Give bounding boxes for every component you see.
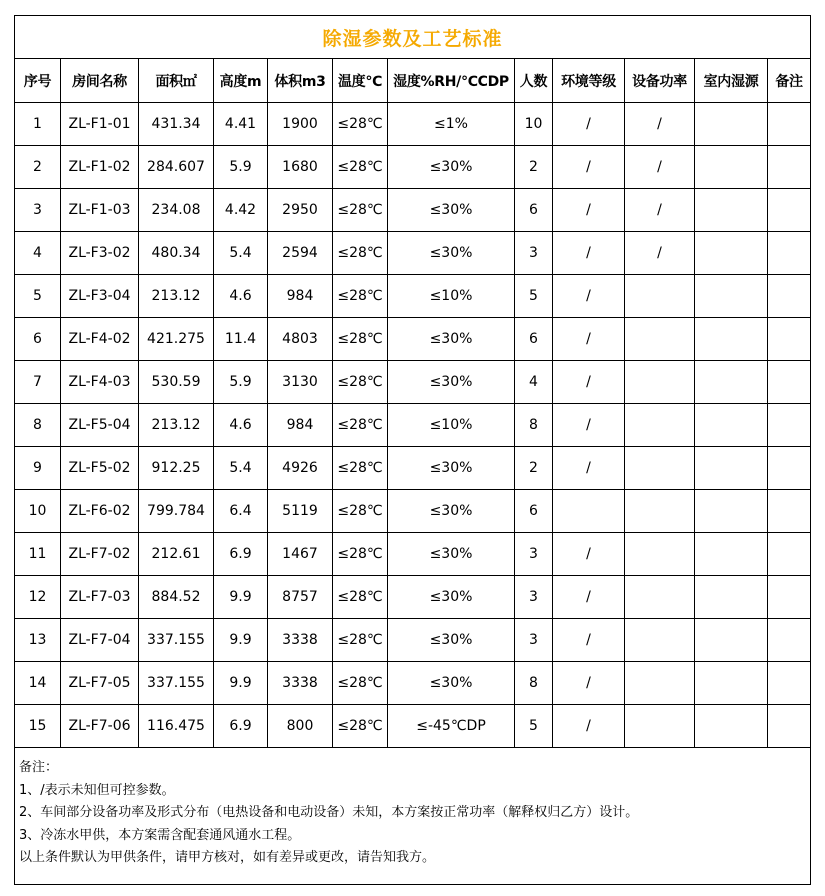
table-cell: 3338 xyxy=(268,662,333,705)
table-cell: 4 xyxy=(15,232,61,275)
table-cell: 337.155 xyxy=(139,662,214,705)
table-cell: / xyxy=(553,103,625,146)
table-row xyxy=(15,146,811,189)
table-row xyxy=(15,619,811,662)
note-line: 3、冷冻水甲供，本方案需含配套通风通水工程。 xyxy=(19,827,301,843)
table-cell xyxy=(768,662,811,705)
table-cell: ≤28℃ xyxy=(333,146,388,189)
table-cell: 9.9 xyxy=(214,619,268,662)
table-cell: / xyxy=(553,146,625,189)
table-cell: ≤28℃ xyxy=(333,533,388,576)
column-header: 环境等级 xyxy=(553,59,625,103)
table-cell xyxy=(695,576,768,619)
table-cell xyxy=(625,619,695,662)
table-cell: 1900 xyxy=(268,103,333,146)
table-row xyxy=(15,662,811,705)
table-cell xyxy=(625,662,695,705)
column-header: 人数 xyxy=(515,59,553,103)
table-cell: 15 xyxy=(15,705,61,748)
table-cell: 6.4 xyxy=(214,490,268,533)
table-cell xyxy=(768,619,811,662)
table-cell xyxy=(768,705,811,748)
table-cell: / xyxy=(625,189,695,232)
table-cell: 10 xyxy=(515,103,553,146)
table-cell xyxy=(695,361,768,404)
table-cell xyxy=(768,103,811,146)
table-cell: ≤28℃ xyxy=(333,361,388,404)
table-cell: 212.61 xyxy=(139,533,214,576)
table-cell: ≤30% xyxy=(388,619,515,662)
notes-heading: 备注： xyxy=(19,760,59,775)
table-cell xyxy=(625,275,695,318)
table-cell: 9 xyxy=(15,447,61,490)
table-cell: 5119 xyxy=(268,490,333,533)
table-cell: / xyxy=(553,533,625,576)
column-header: 设备功率 xyxy=(625,59,695,103)
column-header: 房间名称 xyxy=(61,59,139,103)
table-cell: 4.6 xyxy=(214,275,268,318)
table-cell: 284.607 xyxy=(139,146,214,189)
table-cell: 421.275 xyxy=(139,318,214,361)
table-cell: ≤28℃ xyxy=(333,404,388,447)
table-cell: 431.34 xyxy=(139,103,214,146)
table-cell xyxy=(695,146,768,189)
table-cell: ZL-F7-06 xyxy=(61,705,139,748)
table-cell: 2 xyxy=(15,146,61,189)
table-cell: ZL-F3-02 xyxy=(61,232,139,275)
table-cell: 5.4 xyxy=(214,232,268,275)
table-cell: / xyxy=(553,705,625,748)
table-cell: / xyxy=(553,361,625,404)
table-row xyxy=(15,361,811,404)
table-cell: 11.4 xyxy=(214,318,268,361)
table-cell: ≤30% xyxy=(388,361,515,404)
spreadsheet xyxy=(14,15,810,885)
table-cell: 5.4 xyxy=(214,447,268,490)
table-cell: ≤28℃ xyxy=(333,447,388,490)
table-cell: 4.42 xyxy=(214,189,268,232)
table-cell: ≤28℃ xyxy=(333,318,388,361)
table-cell: 6.9 xyxy=(214,533,268,576)
table-row xyxy=(15,447,811,490)
table-cell: 3 xyxy=(515,619,553,662)
column-header: 室内湿源 xyxy=(695,59,768,103)
table-cell: ZL-F6-02 xyxy=(61,490,139,533)
table-cell xyxy=(695,619,768,662)
table-cell: 9.9 xyxy=(214,576,268,619)
table-cell xyxy=(768,318,811,361)
table-cell: ≤30% xyxy=(388,189,515,232)
table-cell: 6 xyxy=(515,490,553,533)
table-body xyxy=(15,103,811,748)
table-cell: 3 xyxy=(515,576,553,619)
table-cell: 234.08 xyxy=(139,189,214,232)
table-cell xyxy=(768,447,811,490)
table-cell: ZL-F5-02 xyxy=(61,447,139,490)
header-row xyxy=(15,59,811,103)
table-cell xyxy=(695,232,768,275)
table-cell xyxy=(768,361,811,404)
table-cell: 8 xyxy=(15,404,61,447)
table-cell: 14 xyxy=(15,662,61,705)
table-title: 除湿参数及工艺标准 xyxy=(15,16,811,59)
table-cell: 6 xyxy=(515,189,553,232)
table-cell: ≤28℃ xyxy=(333,662,388,705)
table-cell: 11 xyxy=(15,533,61,576)
table-cell: 884.52 xyxy=(139,576,214,619)
table-cell: ≤30% xyxy=(388,447,515,490)
table-cell: 530.59 xyxy=(139,361,214,404)
table-row xyxy=(15,490,811,533)
table-row xyxy=(15,318,811,361)
table-cell: ZL-F7-05 xyxy=(61,662,139,705)
table-cell xyxy=(625,576,695,619)
table-row xyxy=(15,705,811,748)
table-cell: 7 xyxy=(15,361,61,404)
table-cell xyxy=(625,705,695,748)
table-cell: ZL-F4-02 xyxy=(61,318,139,361)
table-cell xyxy=(695,404,768,447)
table-cell xyxy=(768,404,811,447)
table-cell xyxy=(625,318,695,361)
column-header: 高度m xyxy=(214,59,268,103)
table-row xyxy=(15,533,811,576)
table-cell xyxy=(625,404,695,447)
table-cell xyxy=(695,447,768,490)
column-header: 备注 xyxy=(768,59,811,103)
table-cell: 3130 xyxy=(268,361,333,404)
column-header: 序号 xyxy=(15,59,61,103)
table-cell: 4803 xyxy=(268,318,333,361)
table-cell: ≤28℃ xyxy=(333,275,388,318)
table-cell: 4926 xyxy=(268,447,333,490)
notes-cell xyxy=(15,748,811,885)
table-cell: ≤30% xyxy=(388,533,515,576)
table-cell: ZL-F7-03 xyxy=(61,576,139,619)
table-cell: ZL-F1-03 xyxy=(61,189,139,232)
table-cell: ≤30% xyxy=(388,490,515,533)
table-cell: 5 xyxy=(515,705,553,748)
table-cell: 912.25 xyxy=(139,447,214,490)
table-cell: ≤30% xyxy=(388,146,515,189)
table-cell: 8 xyxy=(515,662,553,705)
table-cell: 4 xyxy=(515,361,553,404)
table-cell: ≤30% xyxy=(388,318,515,361)
table-cell xyxy=(768,576,811,619)
table-cell: 1680 xyxy=(268,146,333,189)
table-cell: ZL-F3-04 xyxy=(61,275,139,318)
table-cell xyxy=(625,447,695,490)
table-cell: / xyxy=(625,146,695,189)
table-cell: ≤30% xyxy=(388,662,515,705)
column-header: 面积㎡ xyxy=(139,59,214,103)
table-cell: / xyxy=(553,447,625,490)
table-cell: 3 xyxy=(515,533,553,576)
table-cell: 3338 xyxy=(268,619,333,662)
table-cell: ≤28℃ xyxy=(333,232,388,275)
table-cell xyxy=(625,490,695,533)
table-cell: / xyxy=(553,404,625,447)
table-cell xyxy=(625,533,695,576)
table-cell: 116.475 xyxy=(139,705,214,748)
table-cell: / xyxy=(553,275,625,318)
table-cell: 10 xyxy=(15,490,61,533)
table-cell xyxy=(695,490,768,533)
table-cell: / xyxy=(553,619,625,662)
table-cell: 13 xyxy=(15,619,61,662)
table-cell: / xyxy=(625,103,695,146)
table-cell xyxy=(768,275,811,318)
table-cell: ≤1% xyxy=(388,103,515,146)
table-cell xyxy=(695,275,768,318)
table-cell: ≤10% xyxy=(388,275,515,318)
note-line: 以上条件默认为甲供条件，请甲方核对，如有差异或更改，请告知我方。 xyxy=(19,850,436,865)
table-cell xyxy=(625,361,695,404)
title-row xyxy=(15,16,811,59)
table-cell: 2594 xyxy=(268,232,333,275)
table-cell: ZL-F1-01 xyxy=(61,103,139,146)
table-cell: 9.9 xyxy=(214,662,268,705)
table-row xyxy=(15,189,811,232)
table-row xyxy=(15,275,811,318)
table-cell: ≤28℃ xyxy=(333,619,388,662)
table-cell: 5 xyxy=(515,275,553,318)
table-cell: ≤30% xyxy=(388,576,515,619)
note-line: 2、车间部分设备功率及形式分布（电热设备和电动设备）未知，本方案按正常功率（解释权归乙方）设计。 xyxy=(19,805,639,820)
table-cell: 5 xyxy=(15,275,61,318)
table-cell: ZL-F7-04 xyxy=(61,619,139,662)
table-cell: ≤28℃ xyxy=(333,705,388,748)
table-cell: 4.6 xyxy=(214,404,268,447)
table-cell: ≤28℃ xyxy=(333,576,388,619)
table-cell: ZL-F5-04 xyxy=(61,404,139,447)
table-cell: 6 xyxy=(515,318,553,361)
table-cell: 1467 xyxy=(268,533,333,576)
table-cell xyxy=(768,533,811,576)
column-header: 湿度%RH/℃CDP xyxy=(388,59,515,103)
table-cell: ≤30% xyxy=(388,232,515,275)
table-cell: ≤-45℃DP xyxy=(388,705,515,748)
dehumidification-table xyxy=(14,15,811,885)
table-cell: 213.12 xyxy=(139,275,214,318)
table-cell: / xyxy=(553,232,625,275)
table-cell: 8757 xyxy=(268,576,333,619)
table-cell: 8 xyxy=(515,404,553,447)
table-cell xyxy=(695,189,768,232)
column-header: 体积m3 xyxy=(268,59,333,103)
table-cell: 480.34 xyxy=(139,232,214,275)
table-cell xyxy=(695,533,768,576)
table-row xyxy=(15,576,811,619)
table-cell xyxy=(695,318,768,361)
table-cell: 6.9 xyxy=(214,705,268,748)
table-cell: ≤28℃ xyxy=(333,103,388,146)
note-line: 1、/表示未知但可控参数。 xyxy=(19,782,175,798)
table-cell xyxy=(695,662,768,705)
table-cell: 984 xyxy=(268,404,333,447)
table-cell: / xyxy=(553,662,625,705)
table-cell: / xyxy=(625,232,695,275)
table-cell: ZL-F4-03 xyxy=(61,361,139,404)
table-cell: / xyxy=(553,576,625,619)
table-cell: / xyxy=(553,318,625,361)
table-cell: 2 xyxy=(515,146,553,189)
table-cell: 984 xyxy=(268,275,333,318)
table-row xyxy=(15,404,811,447)
table-cell xyxy=(695,103,768,146)
table-cell: ≤10% xyxy=(388,404,515,447)
table-cell xyxy=(768,232,811,275)
notes-row xyxy=(15,748,811,885)
table-cell: / xyxy=(553,189,625,232)
table-cell: 213.12 xyxy=(139,404,214,447)
table-cell xyxy=(768,490,811,533)
column-header: 温度℃ xyxy=(333,59,388,103)
table-cell: 3 xyxy=(15,189,61,232)
table-cell: 337.155 xyxy=(139,619,214,662)
table-cell: ZL-F7-02 xyxy=(61,533,139,576)
table-cell: 6 xyxy=(15,318,61,361)
table-cell xyxy=(553,490,625,533)
table-cell: ≤28℃ xyxy=(333,189,388,232)
table-cell: 800 xyxy=(268,705,333,748)
table-cell xyxy=(768,146,811,189)
table-cell: 12 xyxy=(15,576,61,619)
table-cell: ≤28℃ xyxy=(333,490,388,533)
table-row xyxy=(15,232,811,275)
table-cell: 5.9 xyxy=(214,361,268,404)
table-cell: ZL-F1-02 xyxy=(61,146,139,189)
table-cell: 4.41 xyxy=(214,103,268,146)
table-cell: 1 xyxy=(15,103,61,146)
table-cell: 5.9 xyxy=(214,146,268,189)
table-cell xyxy=(695,705,768,748)
table-cell: 3 xyxy=(515,232,553,275)
table-cell: 799.784 xyxy=(139,490,214,533)
table-cell: 2 xyxy=(515,447,553,490)
table-cell: 2950 xyxy=(268,189,333,232)
table-row xyxy=(15,103,811,146)
table-cell xyxy=(768,189,811,232)
